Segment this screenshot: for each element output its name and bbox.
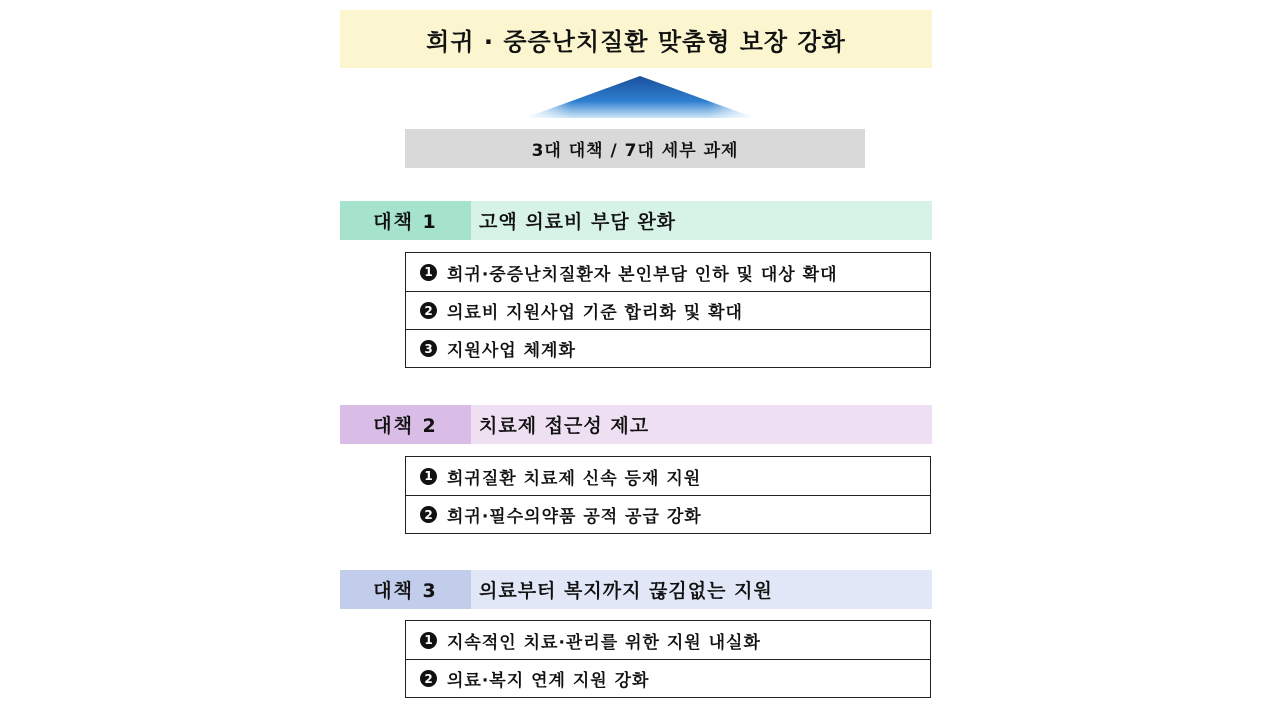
policy-3-title: 의료부터 복지까지 끊김없는 지원 (471, 570, 932, 609)
number-badge-icon: 3 (420, 340, 437, 357)
subtitle: 3대 대책 / 7대 세부 과제 (405, 129, 865, 168)
policy-2-title: 치료제 접근성 제고 (471, 405, 932, 444)
policy-3-label: 대책 3 (340, 570, 471, 609)
number-badge-icon: 2 (420, 302, 437, 319)
number-badge-icon: 1 (420, 264, 437, 281)
policy-1-header (340, 201, 932, 240)
task-text: 의료·복지 연계 지원 강화 (447, 671, 650, 691)
number-badge-icon: 1 (420, 632, 437, 649)
number-badge-icon: 2 (420, 506, 437, 523)
task-row (406, 659, 930, 697)
task-text: 지속적인 치료·관리를 위한 지원 내실화 (447, 632, 761, 653)
task-text: 의료비 지원사업 기준 합리화 및 확대 (447, 303, 743, 323)
policy-2-label: 대책 2 (340, 405, 471, 444)
task-row (406, 457, 930, 495)
policy-1-task-list (405, 252, 931, 368)
policy-3-task-list (405, 620, 931, 698)
policy-3-header (340, 570, 932, 609)
policy-1-title: 고액 의료비 부담 완화 (471, 201, 932, 240)
task-row (406, 495, 930, 533)
task-row (406, 621, 930, 659)
number-badge-icon: 1 (420, 468, 437, 485)
task-row (406, 329, 930, 367)
policy-1-label: 대책 1 (340, 201, 471, 240)
task-text: 희귀·필수의약품 공적 공급 강화 (447, 507, 702, 527)
task-row (406, 291, 930, 329)
up-arrow-icon (520, 74, 760, 120)
policy-2-task-list (405, 456, 931, 534)
main-title: 희귀 · 중증난치질환 맞춤형 보장 강화 (340, 10, 932, 68)
number-badge-icon: 2 (420, 670, 437, 687)
task-row (406, 253, 930, 291)
task-text: 희귀·중증난치질환자 본인부담 인하 및 대상 확대 (447, 264, 838, 285)
policy-2-header (340, 405, 932, 444)
task-text: 지원사업 체계화 (447, 341, 576, 361)
task-text: 희귀질환 치료제 신속 등재 지원 (447, 468, 702, 489)
